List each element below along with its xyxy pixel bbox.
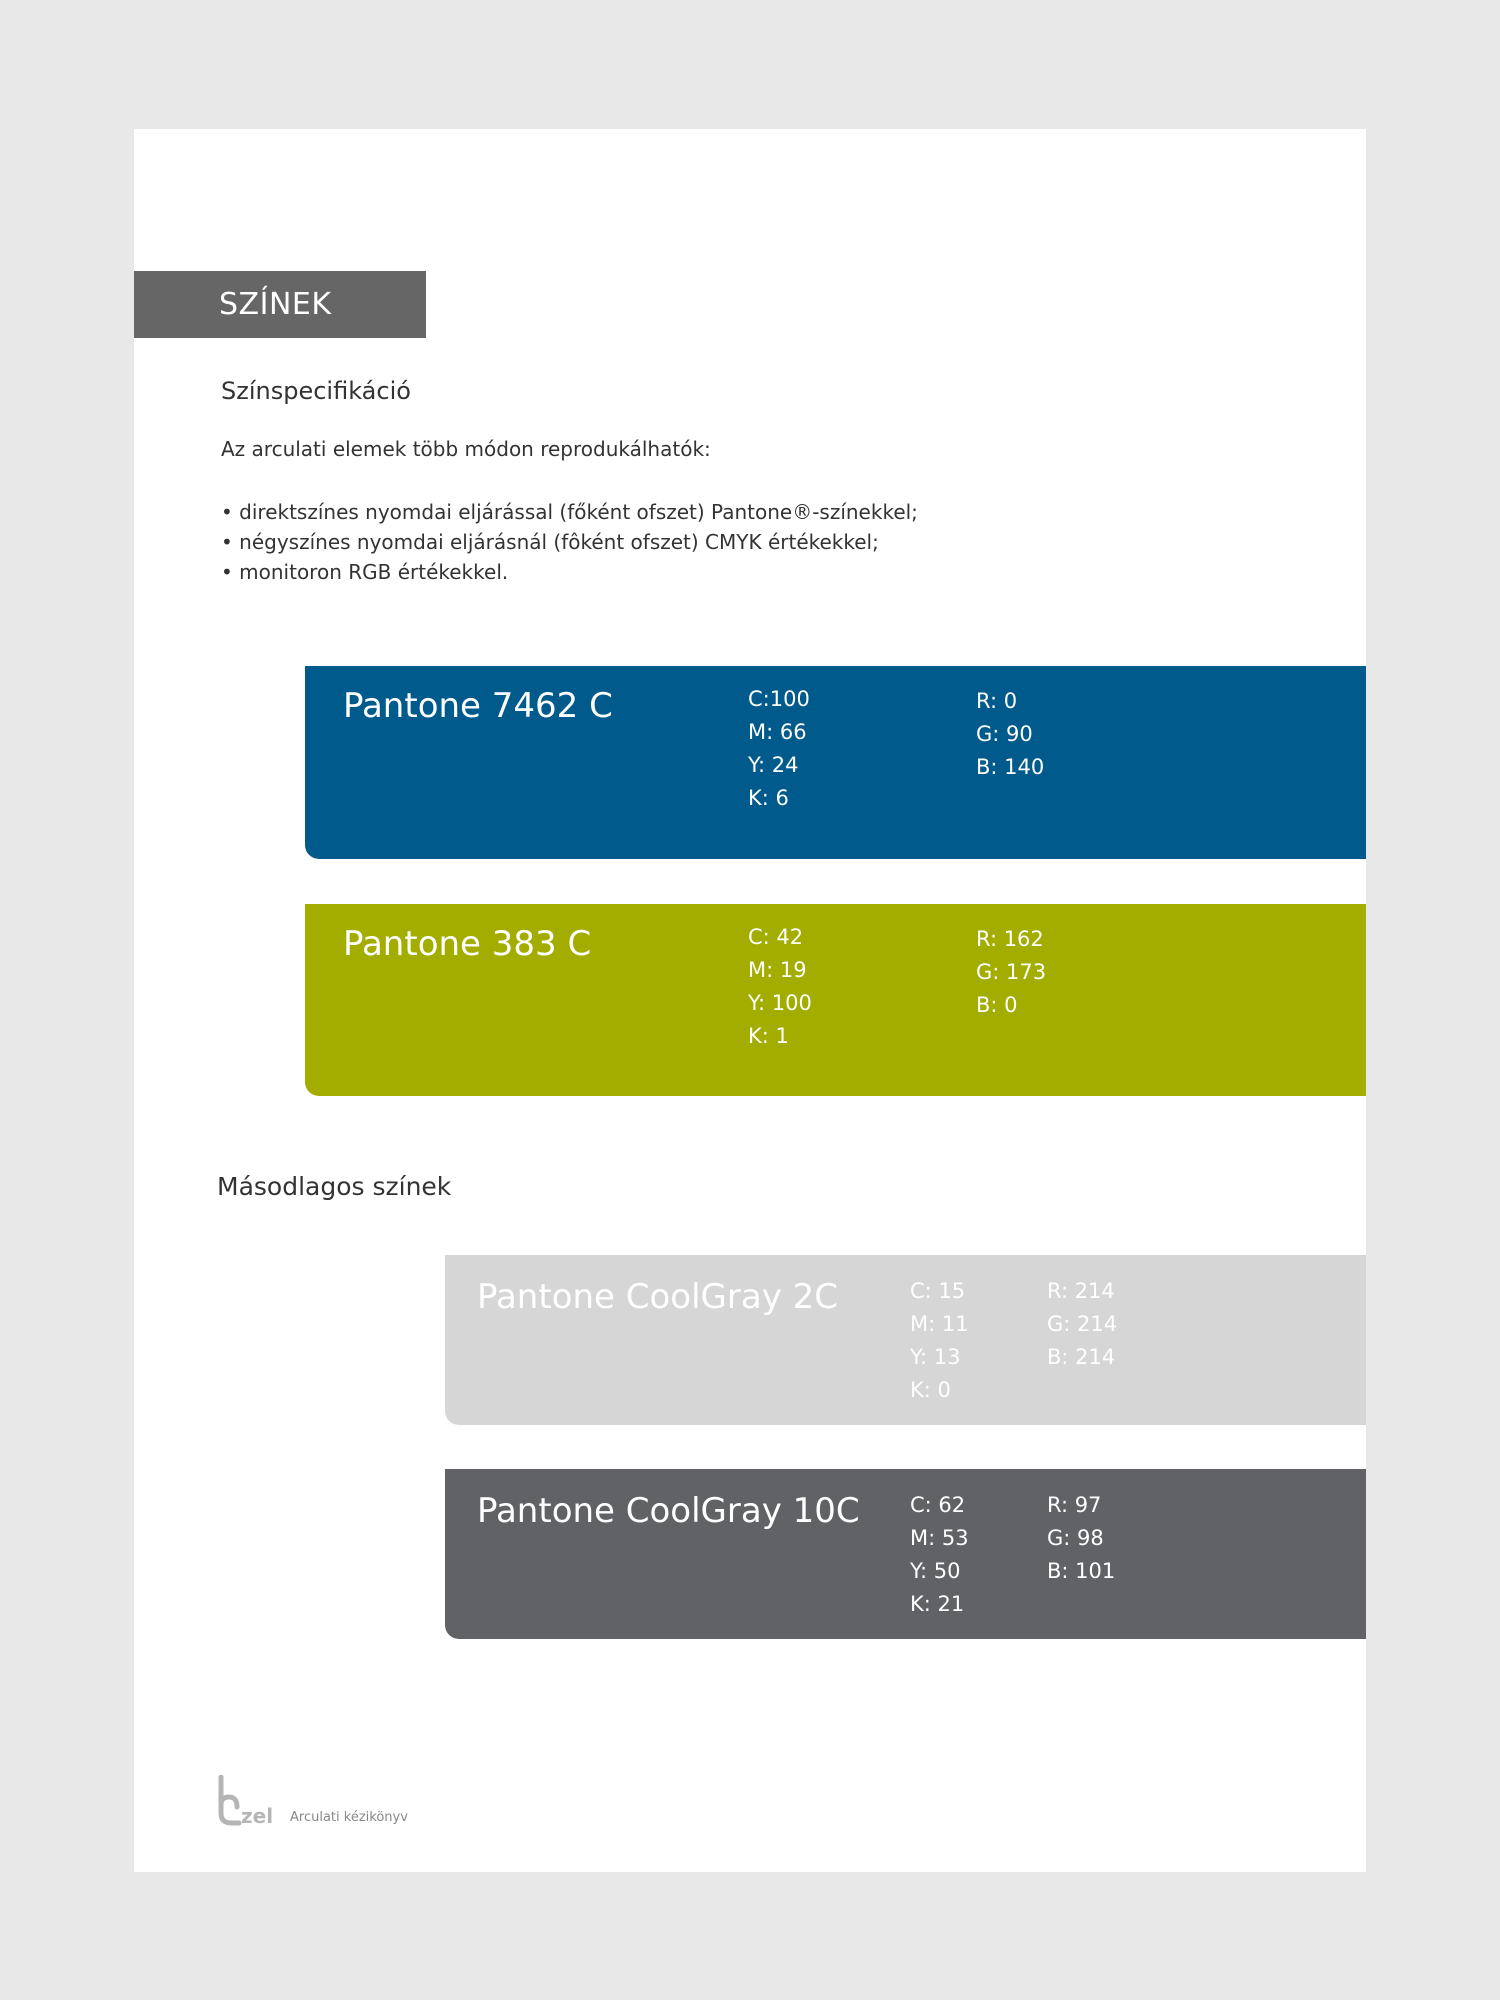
cmyk-c: C:100	[748, 687, 810, 711]
spec-intro: Az arculati elemek több módon reprodukálhatók:	[221, 437, 711, 461]
cmyk-k: K: 21	[910, 1592, 965, 1616]
svg-text:zel: zel	[241, 1804, 274, 1827]
swatch-pantone-coolgray-10c	[445, 1469, 1366, 1639]
swatch-rgb-values	[1047, 1489, 1115, 1588]
swatch-pantone-7462c	[305, 666, 1366, 859]
rgb-g: G: 214	[1047, 1312, 1118, 1336]
cmyk-y: Y: 50	[910, 1559, 961, 1583]
swatch-name: Pantone CoolGray 10C	[477, 1491, 860, 1531]
cmyk-m: M: 53	[910, 1526, 969, 1550]
cmyk-y: Y: 13	[910, 1345, 961, 1369]
rgb-r: R: 97	[1047, 1493, 1102, 1517]
spec-bullet: • direktszínes nyomdai eljárással (főként ofszet) Pantone®-színekkel;	[221, 497, 918, 527]
swatch-pantone-383c	[305, 904, 1366, 1096]
rgb-g: G: 173	[976, 960, 1047, 984]
swatch-name: Pantone 383 C	[343, 924, 592, 964]
rgb-r: R: 162	[976, 927, 1044, 951]
rgb-g: G: 98	[1047, 1526, 1104, 1550]
spec-bullet: • négyszínes nyomdai eljárásnál (fôként ofszet) CMYK értékekkel;	[221, 527, 918, 557]
swatch-name: Pantone CoolGray 2C	[477, 1277, 839, 1317]
swatch-cmyk-values	[910, 1489, 969, 1621]
rgb-r: R: 214	[1047, 1279, 1115, 1303]
swatch-rgb-values	[976, 923, 1046, 1022]
cmyk-k: K: 6	[748, 786, 789, 810]
swatch-name: Pantone 7462 C	[343, 686, 613, 726]
cmyk-m: M: 19	[748, 958, 807, 982]
rgb-b: B: 214	[1047, 1345, 1116, 1369]
cmyk-k: K: 0	[910, 1378, 951, 1402]
swatch-cmyk-values	[910, 1275, 969, 1407]
cmyk-c: C: 15	[910, 1279, 966, 1303]
rgb-b: B: 101	[1047, 1559, 1116, 1583]
spec-bullet-list	[221, 497, 918, 587]
rgb-g: G: 90	[976, 722, 1033, 746]
footer-title: Arculati kézikönyv	[290, 1810, 408, 1825]
cmyk-c: C: 62	[910, 1493, 966, 1517]
secondary-colors-title: Másodlagos színek	[217, 1172, 452, 1201]
rgb-b: B: 0	[976, 993, 1018, 1017]
cmyk-c: C: 42	[748, 925, 804, 949]
swatch-rgb-values	[1047, 1275, 1117, 1374]
bizel-logo-icon	[217, 1775, 281, 1827]
spec-bullet: • monitoron RGB értékekkel.	[221, 557, 918, 587]
swatch-cmyk-values	[748, 921, 812, 1053]
rgb-r: R: 0	[976, 689, 1018, 713]
rgb-b: B: 140	[976, 755, 1045, 779]
cmyk-m: M: 11	[910, 1312, 969, 1336]
swatch-rgb-values	[976, 685, 1044, 784]
cmyk-y: Y: 24	[748, 753, 799, 777]
document-page	[134, 129, 1366, 1872]
spec-subtitle: Színspecifikáció	[221, 377, 411, 405]
section-title-banner: SZÍNEK	[134, 271, 426, 338]
swatch-pantone-coolgray-2c	[445, 1255, 1366, 1425]
swatch-cmyk-values	[748, 683, 810, 815]
cmyk-m: M: 66	[748, 720, 807, 744]
cmyk-y: Y: 100	[748, 991, 812, 1015]
cmyk-k: K: 1	[748, 1024, 789, 1048]
